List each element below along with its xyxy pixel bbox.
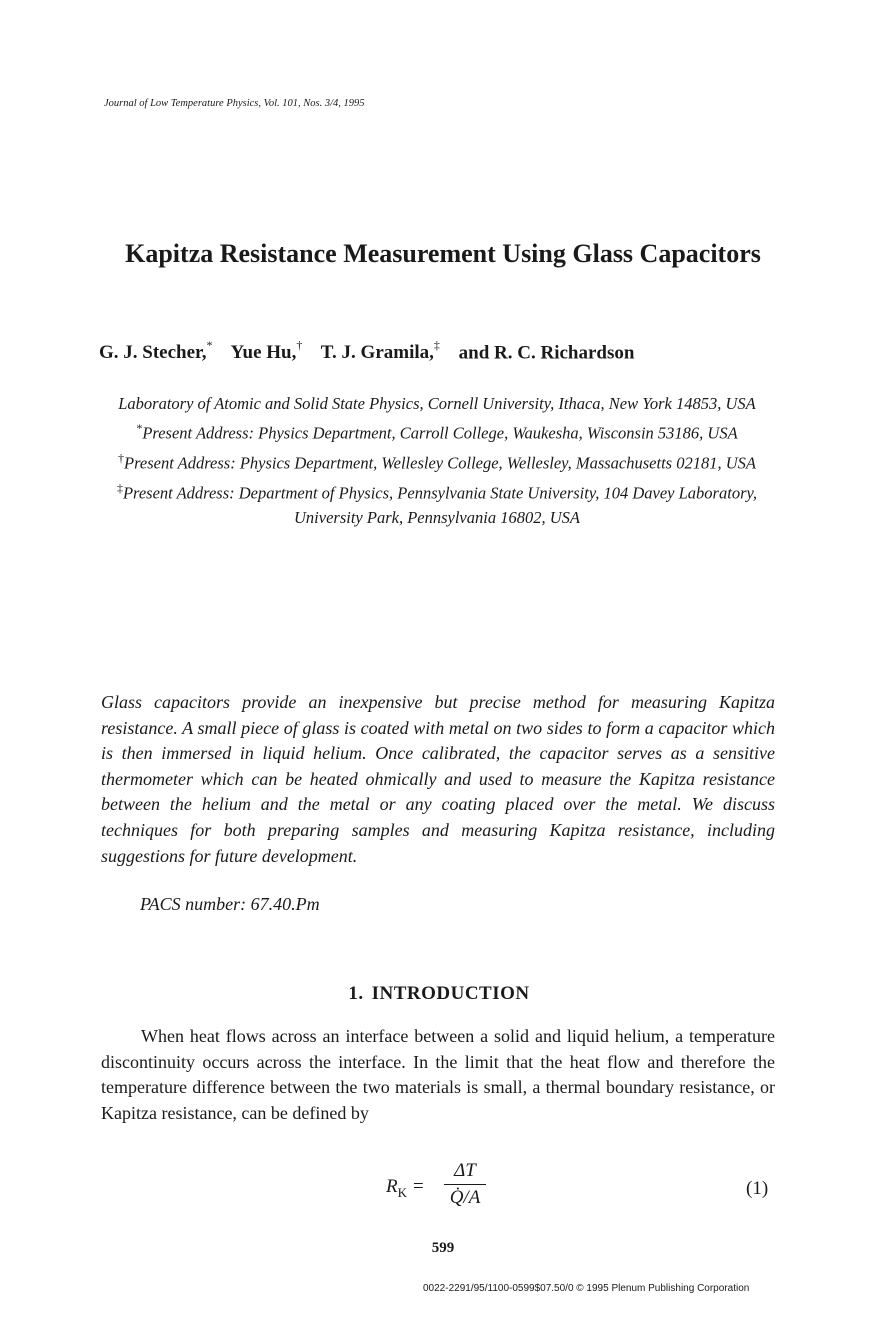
author-list [99, 340, 634, 364]
pacs-number: PACS number: 67.40.Pm [140, 894, 320, 914]
affiliation-mark: ‡ [116, 480, 123, 495]
affiliations [104, 392, 770, 530]
equation-fraction [444, 1160, 486, 1209]
author-richardson: and R. C. Richardson [458, 342, 635, 364]
affiliation-mark: † [118, 451, 125, 466]
affiliation: *Present Address: Physics Department, Carroll College, Waukesha, Wisconsin 53186, USA [136, 421, 738, 443]
author-mark: † [296, 338, 303, 352]
equals-sign: = [411, 1176, 425, 1197]
copyright-line: 0022-2291/95/1100-0599$07.50/0 © 1995 Plenum Publishing Corporation [423, 1283, 750, 1294]
equation-numerator: ΔT [444, 1160, 486, 1185]
author-gramila: T. J. Gramila,‡ [320, 338, 440, 364]
section-heading [80, 983, 806, 1005]
affiliation: Laboratory of Atomic and Solid State Physics, Cornell University, Ithaca, New York 14853, USA [118, 394, 756, 413]
affiliation-mark: * [136, 421, 143, 436]
page-number: 599 [431, 1240, 455, 1256]
equation-lhs: $R_K$ = [386, 1176, 425, 1200]
author-hu: Yue Hu,† [230, 338, 303, 364]
section-title: INTRODUCTION [371, 983, 530, 1004]
journal-citation: Journal of Low Temperature Physics, Vol. 101, Nos. 3/4, 1995 [104, 98, 365, 109]
affiliation: †Present Address: Physics Department, Wellesley College, Wellesley, Massachusetts 02181, USA [118, 451, 756, 473]
abstract: Glass capacitors provide an inexpensive but precise method for measuring Kapitza resistance. A small piece of glass is coated with metal on two sides to form a capacitor which is then immersed in liquid helium. Once calibrated, the capacitor serves as a sensitive thermometer which can be heated ohmically and used to measure the Kapitza resistance between the helium and the metal or any coating placed over the metal. We discuss techniques for both preparing samples and measuring Kapitza resistance, including suggestions for future development. [101, 692, 775, 866]
author-stecher: G. J. Stecher,* [99, 338, 213, 364]
author-mark: * [206, 338, 213, 352]
equation-denominator: Q̇/A [449, 1187, 481, 1208]
author-mark: ‡ [433, 338, 440, 352]
equation-number: (1) [746, 1178, 769, 1199]
affiliation: ‡Present Address: Department of Physics, Pennsylvania State University, 104 Davey Laboratory, University Park, Pennsylvania 16802, USA [116, 480, 758, 527]
intro-paragraph: When heat flows across an interface between a solid and liquid helium, a temperature discontinuity occurs across the interface. In the limit that the heat flow and therefore the temperature difference between the two materials is small, a thermal boundary resistance, or Kapitza resistance, can be defined by [101, 1026, 775, 1123]
paper-title: Kapitza Resistance Measurement Using Glass Capacitors [125, 239, 761, 268]
section-number: 1. [348, 983, 364, 1004]
